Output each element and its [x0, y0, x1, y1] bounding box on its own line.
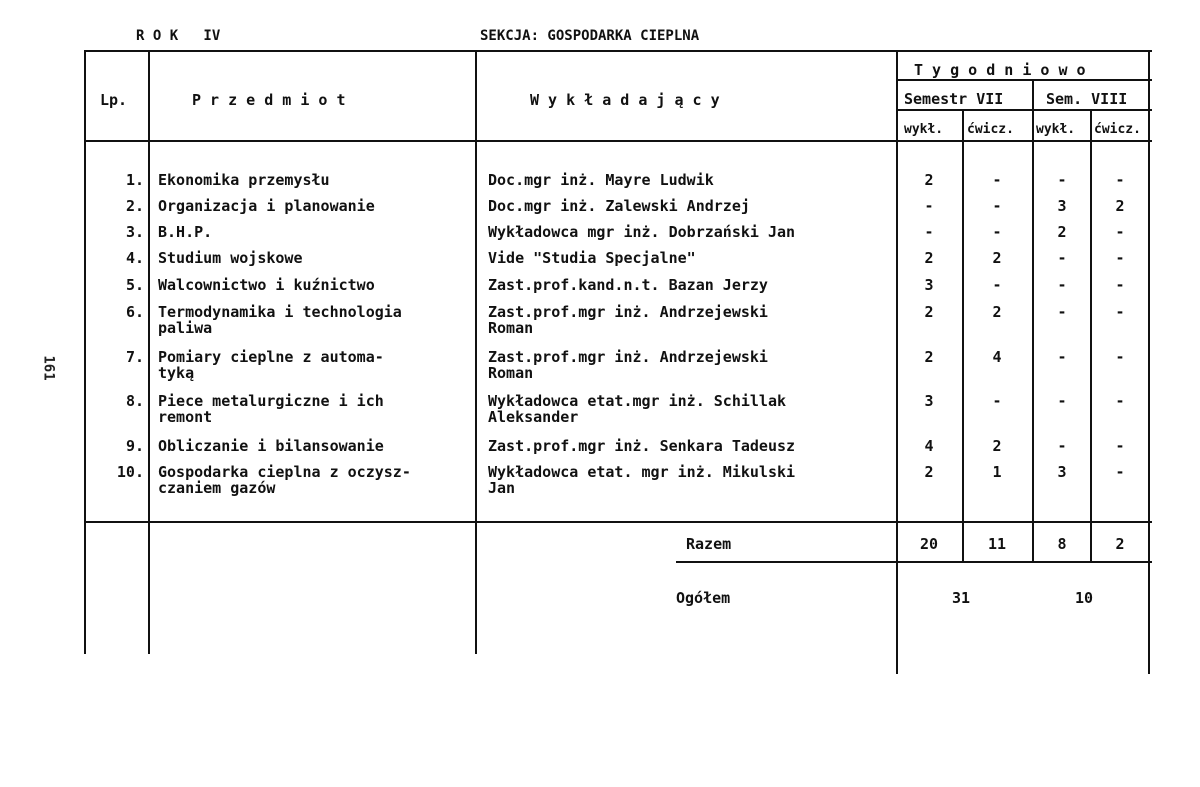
sem8-lecture-hours: - — [1057, 249, 1067, 267]
subject-cell: paliwa — [158, 319, 213, 337]
subject-cell: Organizacja i planowanie — [158, 197, 375, 215]
col-subject: P r z e d m i o t — [192, 91, 346, 109]
lecturer-cell: Roman — [488, 364, 534, 382]
lecturer-cell: Zast.prof.mgr inż. Andrzejewski — [488, 348, 768, 366]
sem8-lecture-hours: - — [1057, 171, 1067, 189]
row-number: 8. — [125, 392, 144, 410]
sem7-exercise-hours: - — [992, 197, 1002, 215]
row-number: 10. — [116, 463, 144, 481]
sem8-lecture-hours: 3 — [1057, 197, 1067, 215]
sem7-exercise-hours: - — [992, 392, 1002, 410]
subject-cell: Gospodarka cieplna z oczysz- — [158, 463, 411, 481]
lecturer-cell: Roman — [488, 319, 534, 337]
lecturer-cell: Wykładowca mgr inż. Dobrzański Jan — [488, 223, 796, 241]
col-lect-8: wykł. — [1036, 122, 1076, 137]
sem7-lecture-hours: - — [924, 197, 934, 215]
sem8-exercise-hours: - — [1115, 392, 1125, 410]
lecturer-cell: Vide "Studia Specjalne" — [488, 249, 696, 267]
sem8-lecture-hours: - — [1057, 348, 1067, 366]
page-number: 161 — [40, 355, 57, 381]
sem7-lecture-hours: 2 — [924, 463, 934, 481]
lecturer-cell: Zast.prof.mgr inż. Andrzejewski — [488, 303, 768, 321]
sem8-exercise-hours: - — [1115, 223, 1125, 241]
sem7-lecture-hours: 2 — [924, 348, 934, 366]
sem8-exercise-hours: - — [1115, 437, 1125, 455]
sem8-exercise-hours: 2 — [1115, 197, 1125, 215]
row-number: 9. — [125, 437, 144, 455]
col-lecturer: W y k ł a d a j ą c y — [530, 91, 720, 109]
subject-cell: czaniem gazów — [158, 479, 276, 497]
rule-semester — [896, 109, 1152, 111]
sem7-lecture-hours: 2 — [924, 171, 934, 189]
rule-right — [1148, 50, 1150, 674]
rule-lp — [148, 50, 150, 654]
col-sem7: Semestr VII — [904, 90, 1004, 108]
subject-cell: Termodynamika i technologia — [158, 303, 402, 321]
row-number: 3. — [125, 223, 144, 241]
row-number: 5. — [125, 276, 144, 294]
rule-lecturer — [896, 50, 898, 674]
section-title: SEKCJA: GOSPODARKA CIEPLNA — [480, 28, 700, 44]
razem-s7-exer: 11 — [987, 535, 1007, 553]
row-number: 1. — [125, 171, 144, 189]
subject-cell: Walcownictwo i kuźnictwo — [158, 276, 375, 294]
year-label: R O K IV — [136, 28, 221, 44]
lecturer-cell: Doc.mgr inż. Mayre Ludwik — [488, 171, 714, 189]
lecturer-cell: Doc.mgr inż. Zalewski Andrzej — [488, 197, 750, 215]
subject-cell: Obliczanie i bilansowanie — [158, 437, 384, 455]
sem7-lecture-hours: 3 — [924, 276, 934, 294]
rule-s8 — [1090, 109, 1092, 561]
subject-cell: tyką — [158, 364, 195, 382]
rule-body-bottom — [84, 521, 1152, 523]
sem8-lecture-hours: 2 — [1057, 223, 1067, 241]
rule-sem — [1032, 79, 1034, 561]
sem7-lecture-hours: - — [924, 223, 934, 241]
col-lect-7: wykł. — [904, 122, 944, 137]
lecturer-cell: Jan — [488, 479, 516, 497]
subject-cell: Pomiary cieplne z automa- — [158, 348, 384, 366]
ogolem-s7: 31 — [951, 589, 971, 607]
sem8-lecture-hours: - — [1057, 303, 1067, 321]
ogolem-label: Ogółem — [676, 589, 731, 607]
subject-cell: Ekonomika przemysłu — [158, 171, 330, 189]
sem8-exercise-hours: - — [1115, 303, 1125, 321]
sem7-exercise-hours: - — [992, 276, 1002, 294]
sem7-lecture-hours: 3 — [924, 392, 934, 410]
lecturer-cell: Zast.prof.kand.n.t. Bazan Jerzy — [488, 276, 768, 294]
subject-cell: Studium wojskowe — [158, 249, 303, 267]
col-sem8: Sem. VIII — [1046, 90, 1128, 108]
lecturer-cell: Wykładowca etat. mgr inż. Mikulski — [488, 463, 796, 481]
sem8-exercise-hours: - — [1115, 463, 1125, 481]
sem7-lecture-hours: 2 — [924, 249, 934, 267]
subject-cell: remont — [158, 408, 213, 426]
razem-s8-lect: 8 — [1057, 535, 1067, 553]
row-number: 7. — [125, 348, 144, 366]
sem7-exercise-hours: 1 — [992, 463, 1002, 481]
razem-label: Razem — [686, 535, 732, 553]
sem7-exercise-hours: - — [992, 171, 1002, 189]
razem-s8-exer: 2 — [1115, 535, 1125, 553]
subject-cell: B.H.P. — [158, 223, 213, 241]
sem7-exercise-hours: 2 — [992, 437, 1002, 455]
rule-weekly — [896, 79, 1152, 81]
ogolem-s8: 10 — [1074, 589, 1094, 607]
sem8-lecture-hours: 3 — [1057, 463, 1067, 481]
row-number: 2. — [125, 197, 144, 215]
row-number: 6. — [125, 303, 144, 321]
sem8-lecture-hours: - — [1057, 276, 1067, 294]
sem7-lecture-hours: 4 — [924, 437, 934, 455]
razem-s7-lect: 20 — [919, 535, 939, 553]
sem8-lecture-hours: - — [1057, 392, 1067, 410]
sem8-exercise-hours: - — [1115, 249, 1125, 267]
lecturer-cell: Zast.prof.mgr inż. Senkara Tadeusz — [488, 437, 796, 455]
rule-left — [84, 50, 86, 654]
col-exer-7: ćwicz. — [967, 122, 1014, 137]
rule-razem — [676, 561, 1152, 563]
rule-s7 — [962, 109, 964, 561]
col-weekly: T y g o d n i o w o — [914, 61, 1086, 79]
sem7-exercise-hours: 4 — [992, 348, 1002, 366]
sem7-exercise-hours: 2 — [992, 249, 1002, 267]
sem8-exercise-hours: - — [1115, 171, 1125, 189]
sem7-exercise-hours: - — [992, 223, 1002, 241]
rule-subject — [475, 50, 477, 654]
lecturer-cell: Wykładowca etat.mgr inż. Schillak — [488, 392, 787, 410]
sem8-exercise-hours: - — [1115, 348, 1125, 366]
col-lp: Lp. — [100, 91, 128, 109]
sem7-exercise-hours: 2 — [992, 303, 1002, 321]
lecturer-cell: Aleksander — [488, 408, 579, 426]
sem8-exercise-hours: - — [1115, 276, 1125, 294]
sem7-lecture-hours: 2 — [924, 303, 934, 321]
rule-top — [84, 50, 1152, 52]
sem8-lecture-hours: - — [1057, 437, 1067, 455]
rule-header-bottom — [84, 140, 1152, 142]
subject-cell: Piece metalurgiczne i ich — [158, 392, 384, 410]
col-exer-8: ćwicz. — [1094, 122, 1141, 137]
row-number: 4. — [125, 249, 144, 267]
